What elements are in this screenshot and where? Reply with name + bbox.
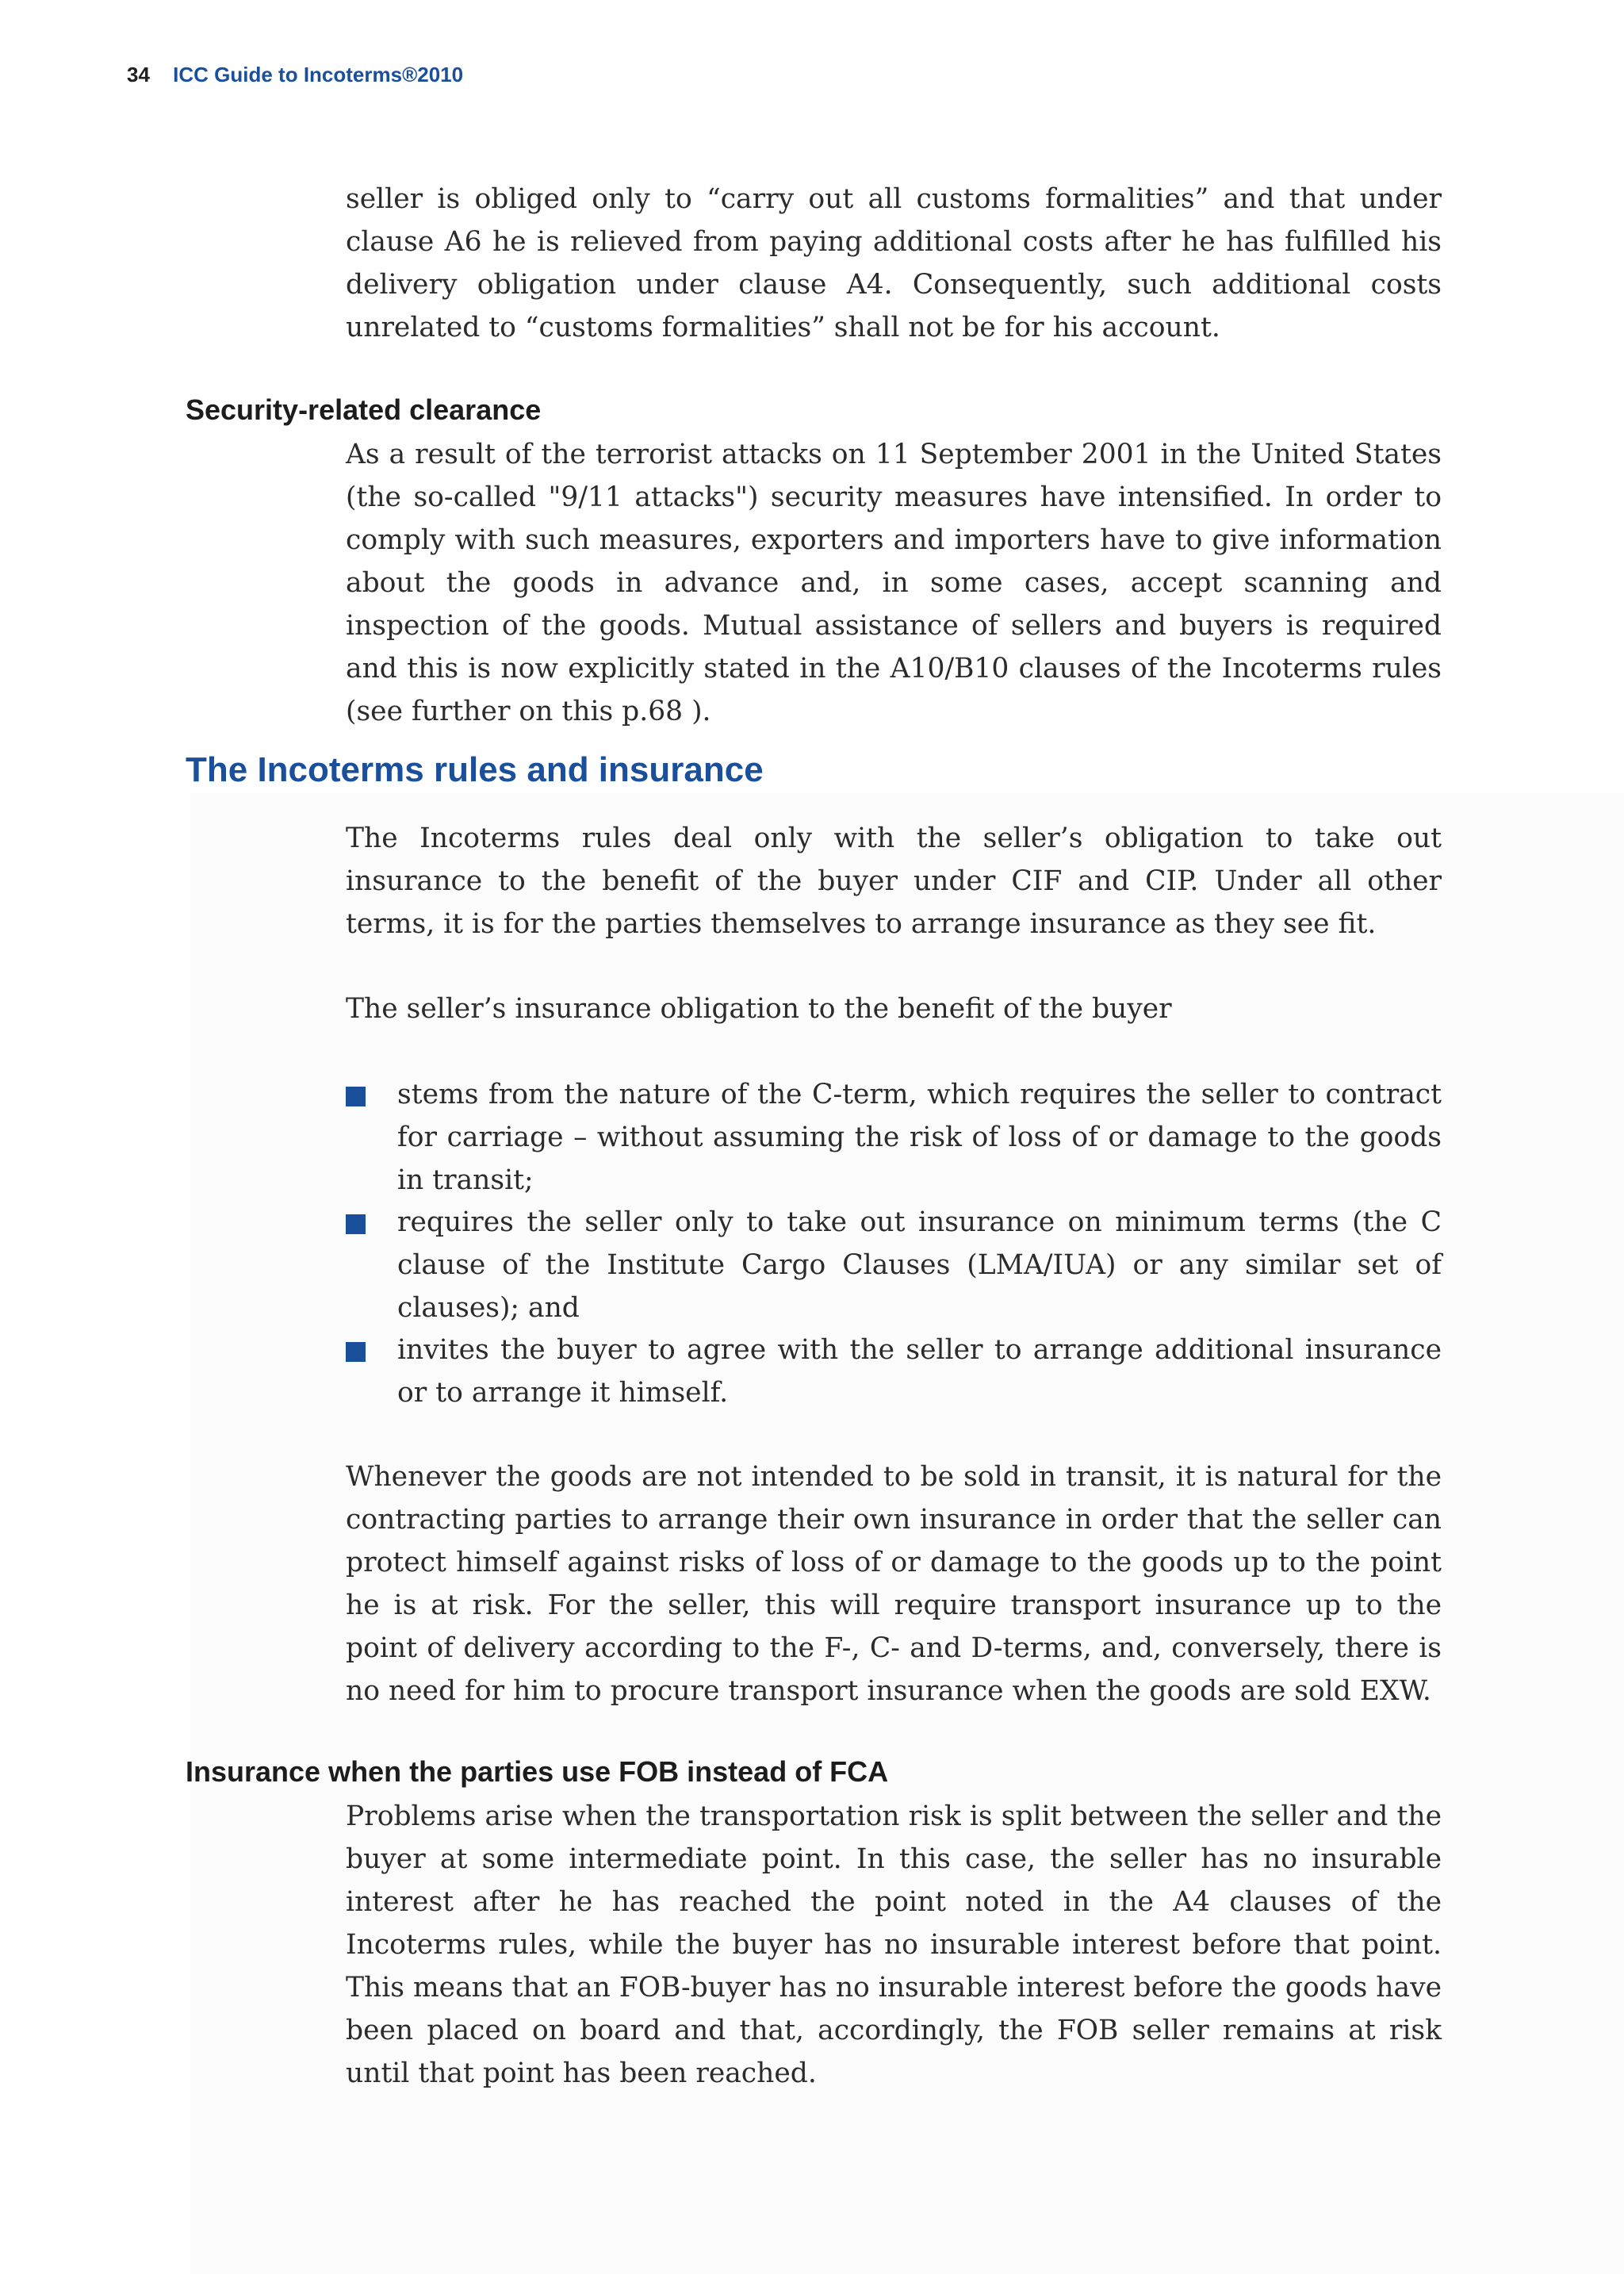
list-intro-block	[346, 987, 1442, 1030]
book-title: ICC Guide to Incoterms®2010	[173, 63, 464, 86]
square-bullet-icon	[346, 1342, 366, 1362]
insurance-section-heading: The Incoterms rules and insurance	[186, 750, 764, 789]
fob-heading: Insurance when the parties use FOB instead of FCA	[186, 1755, 889, 1788]
list-item-text: invites the buyer to agree with the seller to arrange additional insurance or to arrange it himself.	[397, 1334, 1442, 1409]
insurance-paragraph-2-block	[346, 1455, 1442, 1712]
insurance-paragraph-1: The Incoterms rules deal only with the seller’s obligation to take out insurance to the benefit of the buyer under CIF and CIP. Under all other terms, it is for the parties themselves to arrange insurance as they see fit.	[346, 823, 1442, 940]
security-paragraph-block	[346, 433, 1442, 733]
list-item	[346, 1329, 1442, 1414]
fob-paragraph-block	[346, 1795, 1442, 2095]
insurance-paragraph-block	[346, 817, 1442, 945]
list-intro: The seller’s insurance obligation to the benefit of the buyer	[346, 993, 1172, 1025]
running-header	[127, 62, 463, 87]
security-paragraph: As a result of the terrorist attacks on 11 September 2001 in the United States (the so-called "9/11 attacks") security measures have intensified. In order to comply with such measures, exporters and importers have to give information about the goods in advance and, in some cases, accept scanning and inspection of the goods. Mutual assistance of sellers and buyers is required and this is now explicitly stated in the A10/B10 clauses of the Incoterms rules (see further on this p.68 ).	[346, 439, 1442, 727]
fob-paragraph: Problems arise when the transportation risk is split between the seller and the buyer at some intermediate point. In this case, the seller has no insurable interest after he has reached the point noted in the A4 clauses of the Incoterms rules, while the buyer has no insurable interest before that point. This means that an FOB-buyer has no insurable interest before the goods have been placed on board and that, accordingly, the FOB seller remains at risk until that point has been reached.	[346, 1800, 1442, 2089]
square-bullet-icon	[346, 1214, 366, 1234]
intro-paragraph-block	[346, 178, 1442, 349]
insurance-paragraph-2: Whenever the goods are not intended to be sold in transit, it is natural for the contracting parties to arrange their own insurance in order that the seller can protect himself against risks of loss of or damage to the goods up to the point he is at risk. For the seller, this will require transport insurance up to the point of delivery according to the F-, C- and D-terms, and, conversely, there is no need for him to procure transport insurance when the goods are sold EXW.	[346, 1461, 1442, 1707]
security-heading: Security-related clearance	[186, 393, 542, 426]
list-item	[346, 1073, 1442, 1202]
list-item	[346, 1201, 1442, 1329]
intro-paragraph: seller is obliged only to “carry out all customs formalities” and that under clause A6 he is relieved from paying additional costs after he has fulfilled his delivery obligation under clause A4. Consequently, such additional costs unrelated to “customs formalities” shall not be for his account.	[346, 183, 1442, 343]
square-bullet-icon	[346, 1087, 366, 1106]
list-item-text: stems from the nature of the C-term, which requires the seller to contract for carriage – without assuming the risk of loss of or damage to the goods in transit;	[397, 1079, 1442, 1196]
page-number: 34	[127, 63, 150, 86]
list-item-text: requires the seller only to take out insurance on minimum terms (the C clause of the Institute Cargo Clauses (LMA/IUA) or any similar set of clauses); and	[397, 1206, 1442, 1324]
